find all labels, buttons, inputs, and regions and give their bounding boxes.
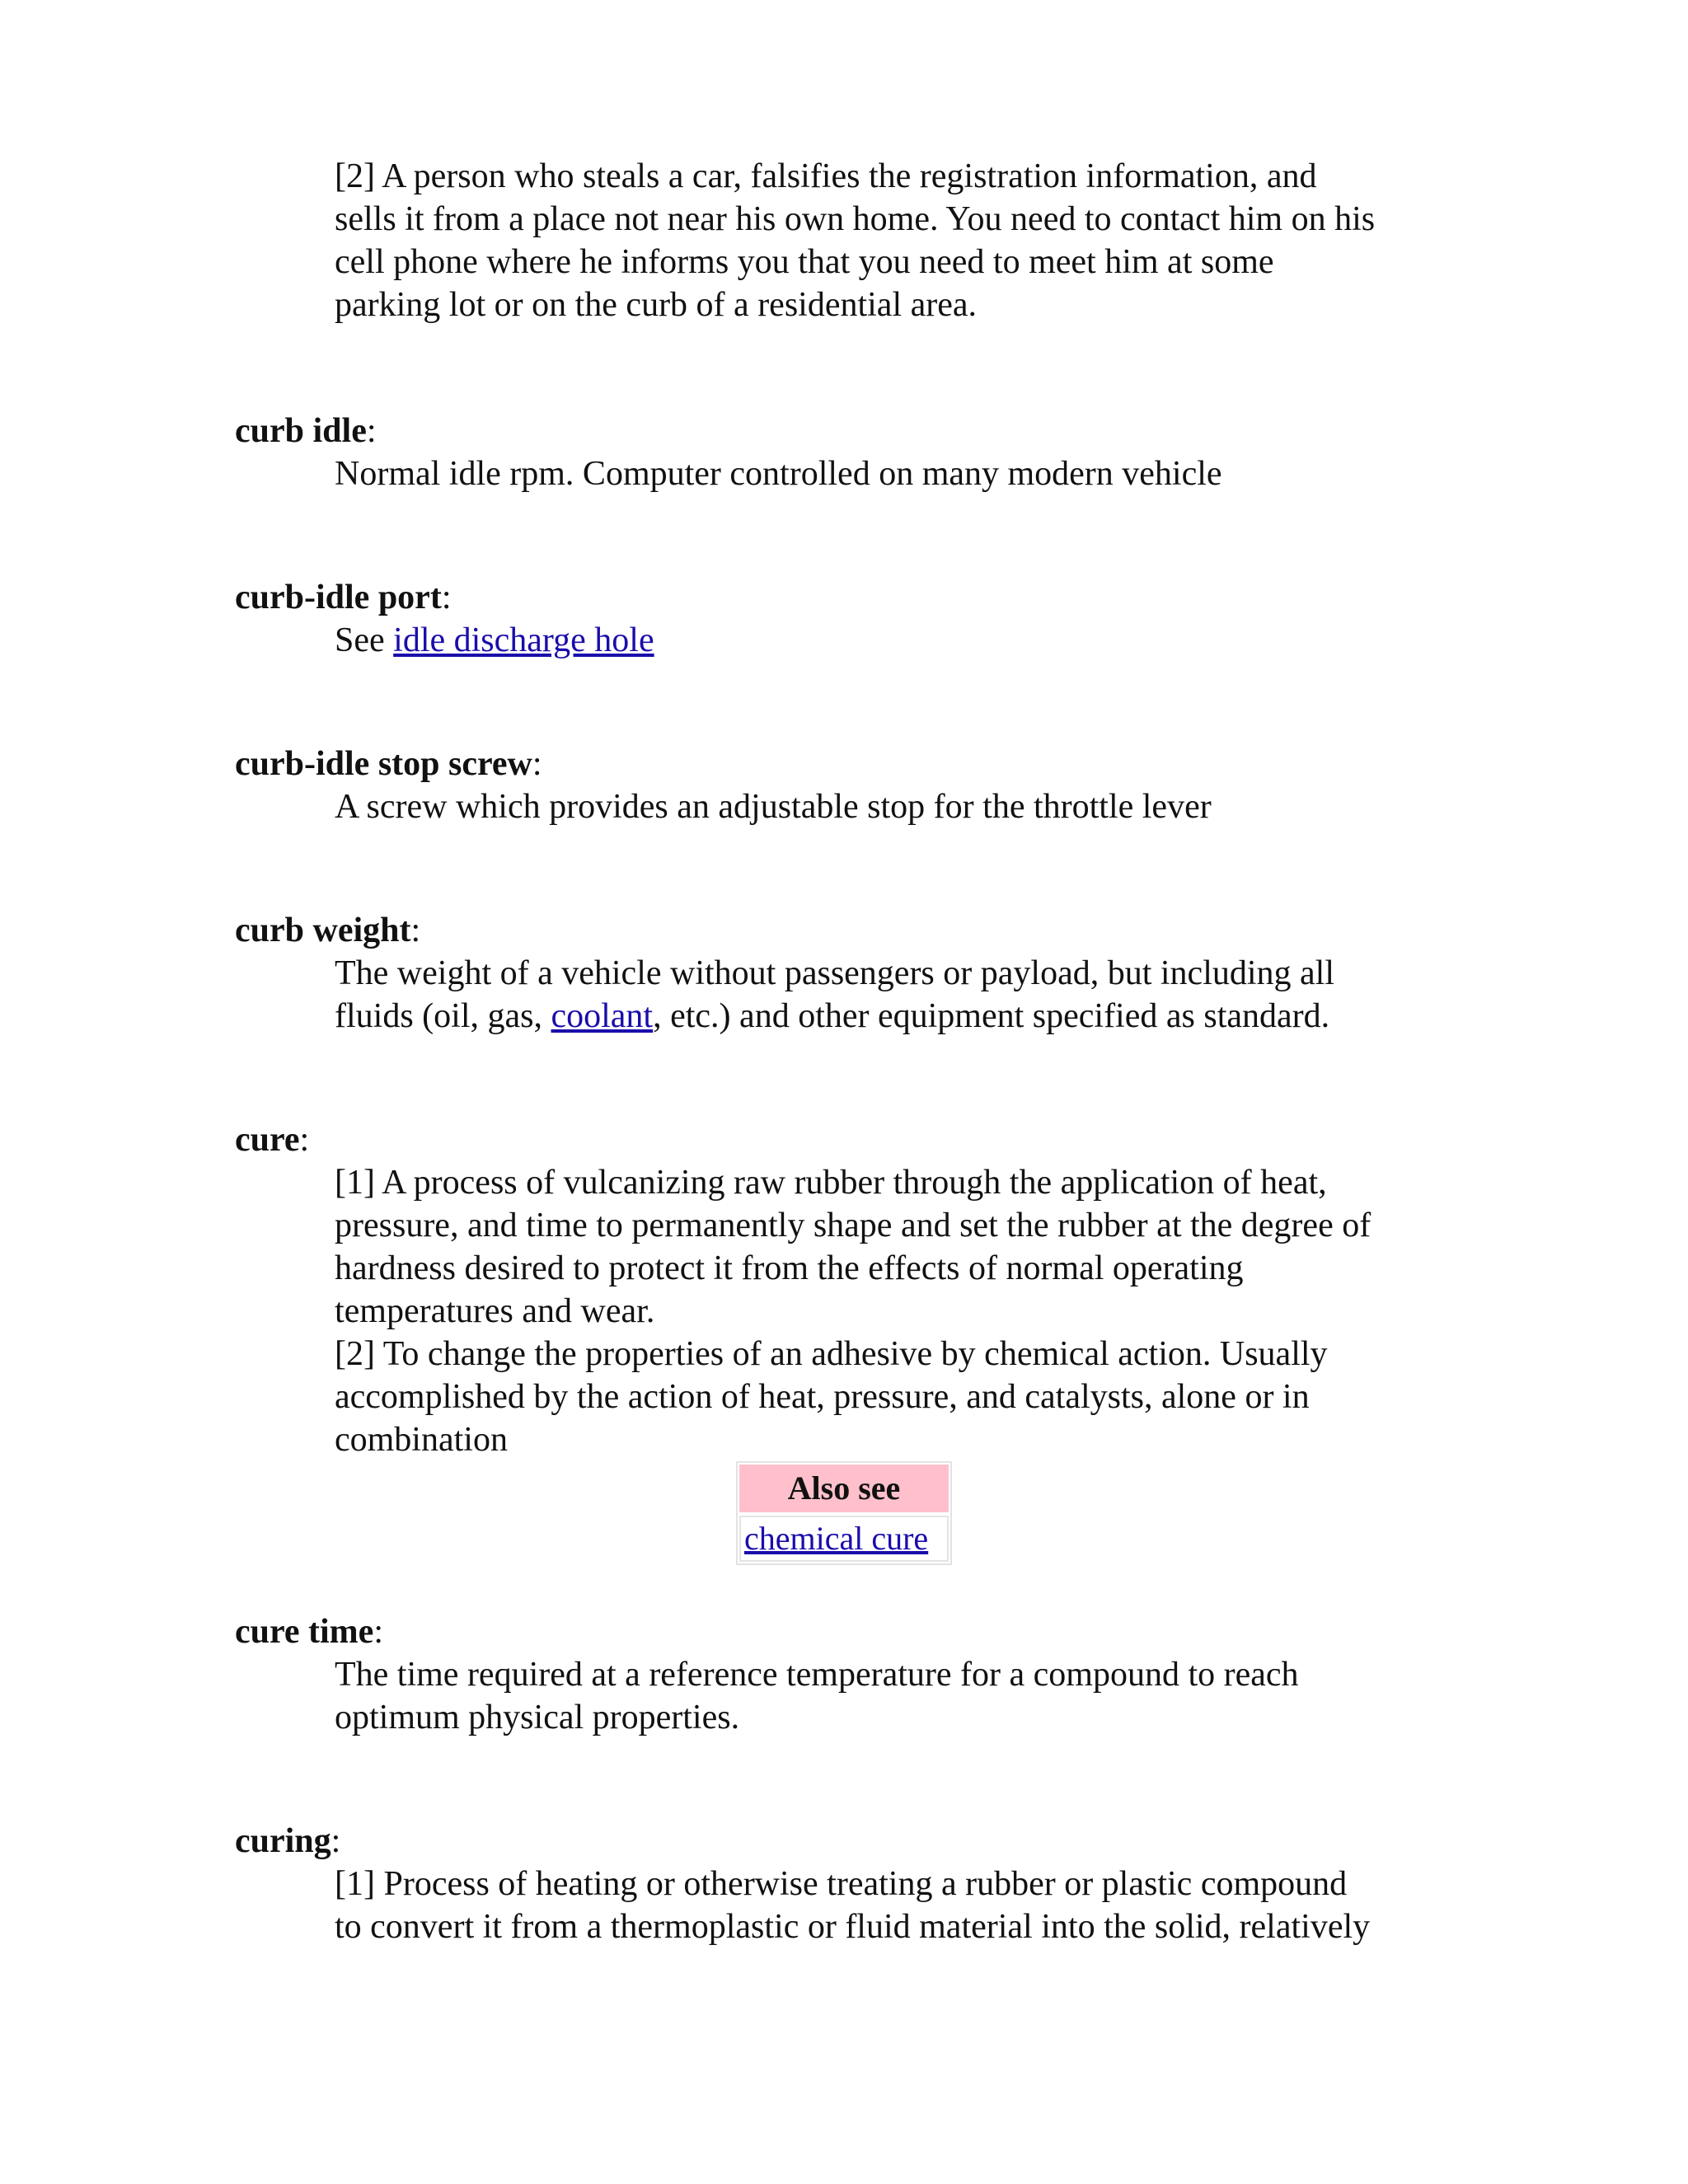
def-line: to convert it from a thermoplastic or fluid material into the solid, relatively	[335, 1908, 1371, 1946]
def-line: The time required at a reference temperature for a compound to reach	[335, 1656, 1299, 1694]
prev-entry-definition	[335, 155, 1472, 326]
entry-term	[235, 576, 1471, 619]
def-line: parking lot or on the curb of a residential area.	[335, 286, 978, 324]
term-text: curb idle	[235, 412, 367, 450]
link-idle-discharge-hole[interactable]: idle discharge hole	[393, 621, 654, 659]
def-line: The weight of a vehicle without passengers or payload, but including all	[335, 954, 1335, 992]
also-see-table	[736, 1461, 952, 1565]
def-line: A screw which provides an adjustable stop for the throttle lever	[335, 788, 1212, 826]
entry-definition	[335, 952, 1472, 1038]
term-colon: :	[373, 1613, 383, 1651]
term-text: cure time	[235, 1613, 374, 1651]
entry-definition	[335, 1653, 1472, 1739]
term-colon: :	[299, 1121, 310, 1159]
entry-curb-idle	[235, 410, 1471, 495]
def-line: Normal idle rpm. Computer controlled on many modern vehicle	[335, 455, 1222, 493]
def-line: temperatures and wear.	[335, 1292, 655, 1330]
entry-term	[235, 743, 1471, 785]
entry-term	[235, 1118, 1471, 1161]
link-coolant[interactable]: coolant	[551, 997, 654, 1035]
entry-definition	[335, 785, 1472, 828]
def-prefix: See	[335, 621, 394, 659]
also-see-header: Also see	[739, 1465, 949, 1512]
entry-definition	[335, 619, 1472, 662]
entry-curb-weight	[235, 909, 1471, 1038]
entry-cure	[235, 1118, 1471, 1461]
def-line: sells it from a place not near his own home. You need to contact him on his	[335, 200, 1376, 238]
entry-term	[235, 1610, 1471, 1653]
def-prefix: fluids (oil, gas,	[335, 997, 551, 1035]
term-text: curing	[235, 1822, 331, 1860]
def-line: pressure, and time to permanently shape and set the rubber at the degree of	[335, 1207, 1372, 1244]
def-suffix: , etc.) and other equipment specified as standard.	[653, 997, 1330, 1035]
def-line: hardness desired to protect it from the effects of normal operating	[335, 1249, 1244, 1287]
def-line: cell phone where he informs you that you need to meet him at some	[335, 243, 1274, 281]
def-line: accomplished by the action of heat, pressure, and catalysts, alone or in	[335, 1378, 1310, 1416]
entry-curb-idle-port	[235, 576, 1471, 662]
link-chemical-cure[interactable]: chemical cure	[744, 1520, 929, 1557]
def-line: combination	[335, 1421, 508, 1459]
def-line: [2] To change the properties of an adhesive by chemical action. Usually	[335, 1335, 1328, 1373]
def-line: [2] A person who steals a car, falsifies the registration information, and	[335, 157, 1317, 195]
entry-definition	[335, 452, 1472, 495]
term-text: curb-idle stop screw	[235, 745, 532, 783]
prev-entry-continuation	[235, 155, 1471, 326]
term-colon: :	[366, 412, 377, 450]
def-line	[335, 619, 1472, 662]
term-text: curb-idle port	[235, 579, 442, 616]
entry-term	[235, 909, 1471, 952]
def-line: [1] Process of heating or otherwise treating a rubber or plastic compound	[335, 1865, 1348, 1903]
entry-term	[235, 410, 1471, 452]
def-line: optimum physical properties.	[335, 1699, 740, 1736]
term-colon: :	[410, 912, 421, 949]
term-text: curb weight	[235, 912, 411, 949]
entry-curb-idle-stop-screw	[235, 743, 1471, 828]
entry-curing	[235, 1820, 1471, 1948]
entry-term	[235, 1820, 1471, 1863]
entry-definition	[335, 1863, 1472, 1948]
term-colon: :	[331, 1822, 341, 1860]
entry-definition	[335, 1161, 1472, 1461]
term-text: cure	[235, 1121, 300, 1159]
term-colon: :	[441, 579, 452, 616]
def-line: [1] A process of vulcanizing raw rubber through the application of heat,	[335, 1164, 1327, 1202]
def-line	[335, 995, 1472, 1038]
also-see-cell	[739, 1516, 949, 1562]
entry-cure-time	[235, 1610, 1471, 1739]
term-colon: :	[532, 745, 542, 783]
